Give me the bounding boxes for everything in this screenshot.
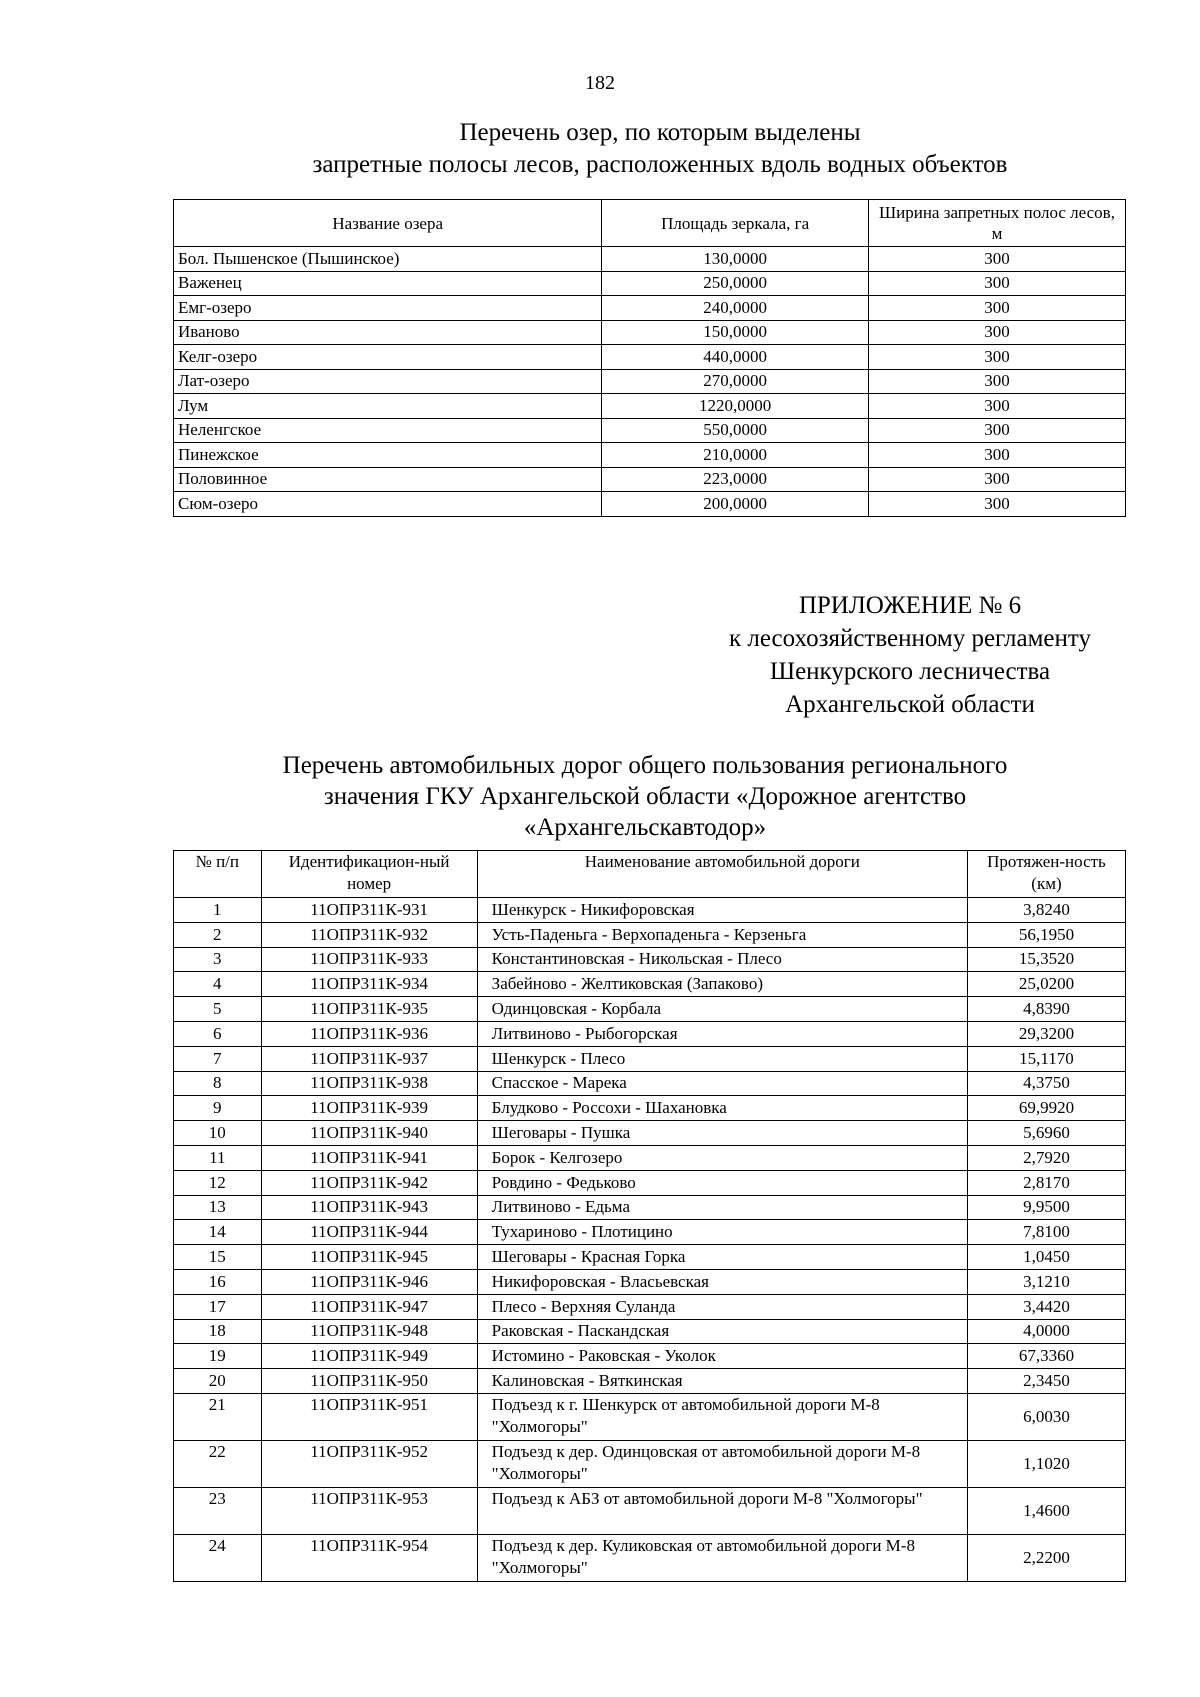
road-name-cell: Подъезд к г. Шенкурск от автомобильной дороги М-8 "Холмогоры" [477,1393,967,1440]
road-length-cell: 1,1020 [967,1440,1125,1487]
roads-table [173,850,1126,1582]
row-number-cell: 1 [174,898,262,923]
road-name-cell: Усть-Паденьга - Верхопаденьга - Керзеньга [477,922,967,947]
lake-buffer-cell: 300 [868,247,1125,272]
lake-name-cell: Пинежское [174,443,602,468]
lake-name-cell: Половинное [174,467,602,492]
road-name-cell: Константиновская - Никольская - Плесо [477,947,967,972]
table-row [174,1487,1126,1534]
road-length-cell: 25,0200 [967,972,1125,997]
road-id-cell: 11ОПР311К-941 [261,1145,477,1170]
lake-buffer-cell: 300 [868,418,1125,443]
lake-buffer-cell: 300 [868,467,1125,492]
table-row [174,1440,1126,1487]
roads-title-line: Перечень автомобильных дорог общего пользования регионального [282,752,1008,779]
road-name-cell: Калиновская - Вяткинская [477,1369,967,1394]
row-number-cell: 13 [174,1195,262,1220]
row-number-cell: 14 [174,1220,262,1245]
lake-buffer-cell: 300 [868,345,1125,370]
table-row [174,972,1126,997]
row-number-cell: 19 [174,1344,262,1369]
road-length-cell: 4,3750 [967,1071,1125,1096]
table-row [174,345,1126,370]
table-row [174,1096,1126,1121]
road-length-cell: 3,1210 [967,1269,1125,1294]
column-header: Площадь зеркала, га [602,200,869,247]
table-row [174,947,1126,972]
lake-area-cell: 210,0000 [602,443,869,468]
lake-area-cell: 270,0000 [602,369,869,394]
table-row [174,1145,1126,1170]
table-row [174,1121,1126,1146]
road-id-cell: 11ОПР311К-938 [261,1071,477,1096]
roads-title-line: «Архангельскавтодор» [523,814,767,841]
table-row [174,1071,1126,1096]
lake-area-cell: 250,0000 [602,271,869,296]
table-row [174,1393,1126,1440]
table-row [174,492,1126,517]
road-length-cell: 3,4420 [967,1294,1125,1319]
lake-name-cell: Келг-озеро [174,345,602,370]
roads-title-line: значения ГКУ Архангельской области «Дорожное агентство [323,783,967,810]
lake-name-cell: Лум [174,394,602,419]
appendix-line: Архангельской области [785,691,1035,718]
road-name-cell: Одинцовская - Корбала [477,997,967,1022]
road-length-cell: 7,8100 [967,1220,1125,1245]
table-row [174,271,1126,296]
row-number-cell: 10 [174,1121,262,1146]
row-number-cell: 2 [174,922,262,947]
table-row [174,467,1126,492]
table-row [174,1046,1126,1071]
road-id-cell: 11ОПР311К-940 [261,1121,477,1146]
row-number-cell: 6 [174,1021,262,1046]
lake-area-cell: 223,0000 [602,467,869,492]
road-length-cell: 15,3520 [967,947,1125,972]
road-length-cell: 1,0450 [967,1245,1125,1270]
lake-name-cell: Лат-озеро [174,369,602,394]
lakes-title-line: Перечень озер, по которым выделены [459,119,861,146]
table-row [174,1369,1126,1394]
row-number-cell: 21 [174,1393,262,1440]
row-number-cell: 24 [174,1534,262,1581]
road-name-cell: Шенкурск - Никифоровская [477,898,967,923]
lake-buffer-cell: 300 [868,369,1125,394]
table-header-row [174,851,1126,898]
column-header: № п/п [174,851,262,898]
appendix-line: к лесохозяйственному регламенту [728,625,1092,652]
road-name-cell: Никифоровская - Власьевская [477,1269,967,1294]
lakes-table [173,199,1126,517]
page-number: 182 [585,72,615,94]
road-length-cell: 67,3360 [967,1344,1125,1369]
road-id-cell: 11ОПР311К-937 [261,1046,477,1071]
row-number-cell: 5 [174,997,262,1022]
road-id-cell: 11ОПР311К-952 [261,1440,477,1487]
road-name-cell: Истомино - Раковская - Уколок [477,1344,967,1369]
row-number-cell: 4 [174,972,262,997]
table-row [174,1170,1126,1195]
table-row [174,369,1126,394]
road-id-cell: 11ОПР311К-946 [261,1269,477,1294]
road-name-cell: Ровдино - Федьково [477,1170,967,1195]
table-row [174,997,1126,1022]
table-row [174,1245,1126,1270]
table-row [174,1269,1126,1294]
road-id-cell: 11ОПР311К-935 [261,997,477,1022]
road-length-cell: 29,3200 [967,1021,1125,1046]
road-name-cell: Забейново - Желтиковская (Запаково) [477,972,967,997]
column-header: Название озера [174,200,602,247]
row-number-cell: 18 [174,1319,262,1344]
road-name-cell: Блудково - Россохи - Шахановка [477,1096,967,1121]
row-number-cell: 12 [174,1170,262,1195]
lakes-title [230,117,1090,181]
column-header: Протяжен-ность (км) [967,851,1125,898]
road-name-cell: Литвиново - Едьма [477,1195,967,1220]
row-number-cell: 11 [174,1145,262,1170]
appendix-heading [680,589,1140,721]
table-row [174,898,1126,923]
row-number-cell: 22 [174,1440,262,1487]
road-id-cell: 11ОПР311К-931 [261,898,477,923]
road-name-cell: Подъезд к АБЗ от автомобильной дороги М-8 "Холмогоры" [477,1487,967,1534]
table-row [174,1220,1126,1245]
table-row [174,320,1126,345]
road-name-cell: Спасское - Марека [477,1071,967,1096]
road-id-cell: 11ОПР311К-944 [261,1220,477,1245]
road-length-cell: 5,6960 [967,1121,1125,1146]
road-length-cell: 2,8170 [967,1170,1125,1195]
row-number-cell: 9 [174,1096,262,1121]
road-name-cell: Подъезд к дер. Куликовская от автомобильной дороги М-8 "Холмогоры" [477,1534,967,1581]
road-id-cell: 11ОПР311К-951 [261,1393,477,1440]
lake-name-cell: Неленгское [174,418,602,443]
road-id-cell: 11ОПР311К-948 [261,1319,477,1344]
road-name-cell: Шеговары - Красная Горка [477,1245,967,1270]
road-length-cell: 4,0000 [967,1319,1125,1344]
table-row [174,1534,1126,1581]
lake-buffer-cell: 300 [868,394,1125,419]
road-length-cell: 2,2200 [967,1534,1125,1581]
roads-title [230,750,1060,843]
table-row [174,418,1126,443]
road-length-cell: 4,8390 [967,997,1125,1022]
lake-name-cell: Важенец [174,271,602,296]
lake-area-cell: 200,0000 [602,492,869,517]
table-row [174,1344,1126,1369]
road-name-cell: Раковская - Паскандская [477,1319,967,1344]
road-name-cell: Тухариново - Плотицино [477,1220,967,1245]
lake-buffer-cell: 300 [868,271,1125,296]
road-name-cell: Шенкурск - Плесо [477,1046,967,1071]
road-length-cell: 56,1950 [967,922,1125,947]
road-id-cell: 11ОПР311К-954 [261,1534,477,1581]
lake-area-cell: 1220,0000 [602,394,869,419]
table-row [174,1021,1126,1046]
lake-name-cell: Сюм-озеро [174,492,602,517]
row-number-cell: 23 [174,1487,262,1534]
road-length-cell: 1,4600 [967,1487,1125,1534]
road-name-cell: Подъезд к дер. Одинцовская от автомобильной дороги М-8 "Холмогоры" [477,1440,967,1487]
road-length-cell: 2,7920 [967,1145,1125,1170]
row-number-cell: 16 [174,1269,262,1294]
lake-name-cell: Бол. Пышенское (Пышинское) [174,247,602,272]
lake-area-cell: 550,0000 [602,418,869,443]
table-row [174,1319,1126,1344]
road-id-cell: 11ОПР311К-942 [261,1170,477,1195]
road-id-cell: 11ОПР311К-936 [261,1021,477,1046]
lake-area-cell: 150,0000 [602,320,869,345]
table-header-row [174,200,1126,247]
lake-name-cell: Емг-озеро [174,296,602,321]
road-id-cell: 11ОПР311К-945 [261,1245,477,1270]
road-length-cell: 15,1170 [967,1046,1125,1071]
lakes-title-line: запретные полосы лесов, расположенных вдоль водных объектов [312,151,1008,178]
table-row [174,296,1126,321]
road-name-cell: Борок - Келгозеро [477,1145,967,1170]
lake-buffer-cell: 300 [868,320,1125,345]
road-id-cell: 11ОПР311К-950 [261,1369,477,1394]
road-name-cell: Литвиново - Рыбогорская [477,1021,967,1046]
road-id-cell: 11ОПР311К-932 [261,922,477,947]
road-length-cell: 6,0030 [967,1393,1125,1440]
row-number-cell: 3 [174,947,262,972]
table-row [174,1195,1126,1220]
row-number-cell: 8 [174,1071,262,1096]
row-number-cell: 15 [174,1245,262,1270]
table-row [174,443,1126,468]
road-name-cell: Плесо - Верхняя Суланда [477,1294,967,1319]
road-id-cell: 11ОПР311К-939 [261,1096,477,1121]
road-id-cell: 11ОПР311К-949 [261,1344,477,1369]
road-id-cell: 11ОПР311К-953 [261,1487,477,1534]
table-row [174,394,1126,419]
road-id-cell: 11ОПР311К-947 [261,1294,477,1319]
road-id-cell: 11ОПР311К-934 [261,972,477,997]
column-header: Ширина запретных полос лесов, м [868,200,1125,247]
road-length-cell: 69,9920 [967,1096,1125,1121]
row-number-cell: 20 [174,1369,262,1394]
column-header: Идентификацион-ный номер [261,851,477,898]
lake-buffer-cell: 300 [868,492,1125,517]
appendix-line: Шенкурского лесничества [769,658,1051,685]
lake-buffer-cell: 300 [868,296,1125,321]
table-row [174,922,1126,947]
lake-buffer-cell: 300 [868,443,1125,468]
row-number-cell: 17 [174,1294,262,1319]
road-id-cell: 11ОПР311К-943 [261,1195,477,1220]
table-row [174,1294,1126,1319]
road-length-cell: 2,3450 [967,1369,1125,1394]
road-length-cell: 3,8240 [967,898,1125,923]
column-header: Наименование автомобильной дороги [477,851,967,898]
road-id-cell: 11ОПР311К-933 [261,947,477,972]
row-number-cell: 7 [174,1046,262,1071]
lake-area-cell: 130,0000 [602,247,869,272]
road-length-cell: 9,9500 [967,1195,1125,1220]
lake-area-cell: 240,0000 [602,296,869,321]
table-row [174,247,1126,272]
road-name-cell: Шеговары - Пушка [477,1121,967,1146]
appendix-line: ПРИЛОЖЕНИЕ № 6 [798,592,1022,619]
lake-name-cell: Иваново [174,320,602,345]
lake-area-cell: 440,0000 [602,345,869,370]
